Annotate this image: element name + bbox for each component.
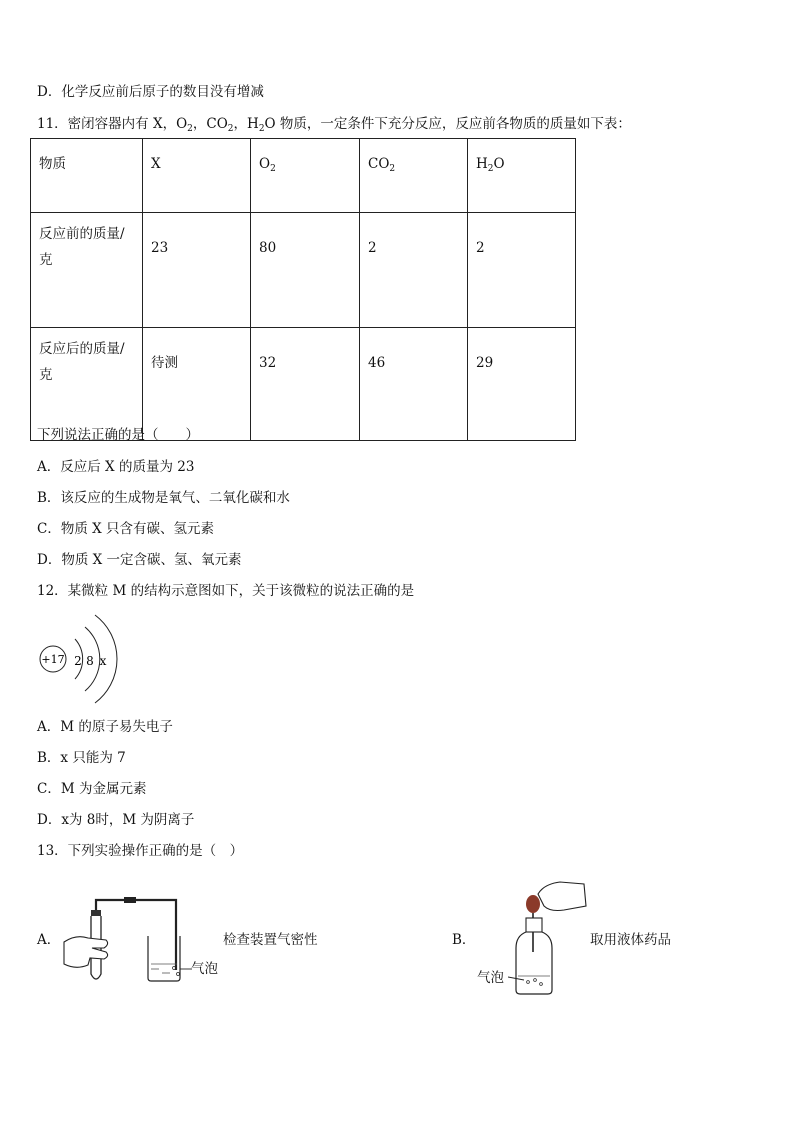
bubble: [177, 973, 180, 976]
q12-option-a: A．M 的原子易失电子: [37, 719, 173, 735]
q13-option-b-caption: 取用液体药品: [590, 932, 671, 948]
formula-sub: 2: [389, 164, 396, 174]
stopper: [91, 910, 101, 916]
q12-stem: 12．某微粒 M 的结构示意图如下，关于该微粒的说法正确的是: [37, 583, 415, 599]
q13-option-b-bubble-label: 气泡: [477, 970, 504, 986]
q11-question: 下列说法正确的是（ ）: [37, 427, 199, 443]
q12-option-b: B．x 只能为 7: [37, 750, 126, 766]
dropper-bulb: [526, 895, 540, 913]
row-label-line: 克: [39, 252, 53, 268]
table-cell: 23: [143, 213, 251, 328]
table-row: [31, 213, 576, 328]
prev-option-d: D．化学反应前后原子的数目没有增减: [37, 84, 264, 100]
q12-option-d: D．x为 8时，M 为阴离子: [37, 812, 195, 828]
reagent-bottle: [516, 932, 552, 994]
table-header-row: [31, 139, 576, 213]
q11-stem-suffix: O 物质，一定条件下充分反应，反应前各物质的质量如下表：: [264, 116, 631, 132]
table-cell: 29: [468, 328, 576, 441]
rubber-connector: [124, 897, 136, 903]
row-label-line: 反应前的质量/: [39, 226, 125, 242]
delivery-tube: [96, 900, 176, 970]
table-row: [31, 328, 576, 441]
q12-option-c: C．M 为金属元素: [37, 781, 147, 797]
table-cell: X: [143, 139, 251, 213]
atom-structure-diagram: [37, 613, 127, 705]
formula-base: CO: [368, 156, 390, 172]
table-cell: [31, 328, 143, 441]
q11-stem: [37, 115, 631, 138]
q11-mass-table: [30, 138, 576, 441]
nucleus-charge: +17: [41, 653, 65, 666]
q11-stem-sub: 2: [258, 124, 265, 134]
bubble: [534, 979, 537, 982]
formula-sub: 2: [270, 164, 276, 174]
row-label-line: 反应后的质量/: [39, 341, 125, 357]
q11-stem-prefix: 11．密闭容器内有 X，O: [37, 116, 188, 132]
table-cell: 80: [251, 213, 360, 328]
shell-electrons-2: 8: [86, 654, 94, 668]
q13-option-a-caption: 检查装置气密性: [223, 932, 318, 948]
table-cell: [468, 139, 576, 213]
q13-option-a-letter: A．: [37, 932, 61, 948]
airtight-check-illustration: [58, 890, 208, 986]
q11-stem-sep2: ，H: [233, 116, 259, 132]
formula-sub: 2: [487, 164, 494, 174]
table-cell: 待测: [143, 328, 251, 441]
table-cell: [251, 139, 360, 213]
bubble: [540, 983, 543, 986]
shell-electrons-3: x: [99, 654, 107, 668]
q13-option-a-bubble-label: 气泡: [191, 961, 218, 977]
bubble: [527, 981, 530, 984]
q11-option-a: A．反应后 X 的质量为 23: [37, 459, 195, 475]
q11-stem-sub: 2: [227, 124, 234, 134]
shell-electrons-1: 2: [74, 654, 82, 668]
formula-base: H: [476, 156, 488, 172]
table-cell: 2: [468, 213, 576, 328]
formula-tail: O: [493, 156, 505, 172]
table-cell: 物质: [31, 139, 143, 213]
dropper-reagent-bottle-illustration: [508, 880, 588, 1000]
bottle-neck: [526, 918, 542, 932]
table-cell: [31, 213, 143, 328]
q13-stem: 13．下列实验操作正确的是（ ）: [37, 843, 244, 859]
table-cell: [360, 139, 468, 213]
q13-option-b-letter: B．: [452, 932, 476, 948]
row-label-line: 克: [39, 367, 53, 383]
hand: [538, 882, 586, 911]
q11-option-d: D．物质 X 一定含碳、氢、氧元素: [37, 552, 242, 568]
q11-option-c: C．物质 X 只含有碳、氢元素: [37, 521, 215, 537]
formula-base: O: [259, 156, 271, 172]
table-cell: 2: [360, 213, 468, 328]
q11-stem-sub: 2: [187, 124, 193, 134]
table-cell: 46: [360, 328, 468, 441]
q11-stem-sep1: ，CO: [192, 116, 228, 132]
table-cell: 32: [251, 328, 360, 441]
q11-option-b: B．该反应的生成物是氧气、二氧化碳和水: [37, 490, 290, 506]
